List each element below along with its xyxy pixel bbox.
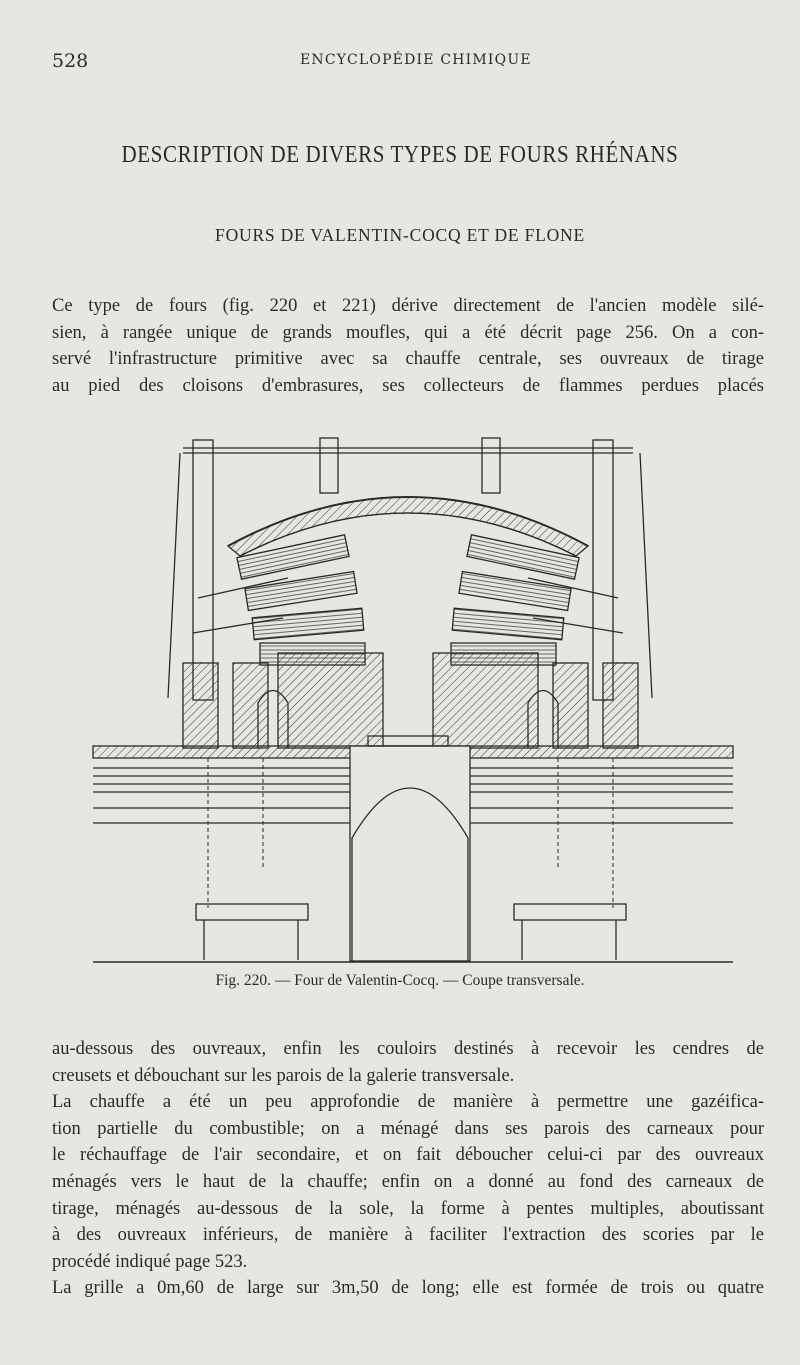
page-header [0,50,800,74]
paragraph-2 [52,1036,764,1302]
page-number: 528 [52,50,89,72]
text-line: creusets et débouchant sur les parois de la galerie transversale. [52,1065,515,1086]
running-head: ENCYCLOPÉDIE CHIMIQUE [300,52,532,68]
text-line: sien, à rangée unique de grands moufles, qui a été décrit page 256. On a con- [52,322,764,343]
text-line: au pied des cloisons d'embrasures, ses collecteurs de flammes perdues placés [52,375,764,396]
text-line: servé l'infrastructure primitive avec sa chauffe centrale, ses ouvreaux de tirage [52,349,764,370]
text-line: La grille a 0m,60 de large sur 3m,50 de long; elle est formée de trois ou quatre [52,1278,764,1299]
section-title: DESCRIPTION DE DIVERS TYPES DE FOURS RHÉNANS [121,140,679,168]
furnace-cross-section-figure [88,428,738,968]
text-line: à des ouvreaux inférieurs, de manière à faciliter l'extraction des scories par le [52,1225,764,1246]
text-line: Ce type de fours (fig. 220 et 221) dérive directement de l'ancien modèle silé- [52,296,764,316]
section-subtitle: FOURS DE VALENTIN-COCQ ET DE FLONE [215,225,585,245]
paragraph-1 [52,293,764,399]
text-line: La chauffe a été un peu approfondie de manière à permettre une gazéifica- [52,1092,764,1113]
figure-caption: Fig. 220. — Four de Valentin-Cocq. — Coupe transversale. [215,972,585,989]
text-line: ménagés vers le haut de la chauffe; enfin on a donné au fond des carneaux de [52,1171,764,1192]
text-line: tirage, ménagés au-dessous de la sole, la forme à pentes multiples, aboutissant [52,1198,764,1219]
text-line: le réchauffage de l'air secondaire, et on fait déboucher celui-ci par des ouvreaux [52,1145,764,1166]
text-line: procédé indiqué page 523. [52,1251,248,1272]
text-line: tion partielle du combustible; on a ménagé dans ses parois des carneaux pour [52,1118,764,1139]
text-line: au-dessous des ouvreaux, enfin les couloirs destinés à recevoir les cendres de [52,1039,764,1059]
